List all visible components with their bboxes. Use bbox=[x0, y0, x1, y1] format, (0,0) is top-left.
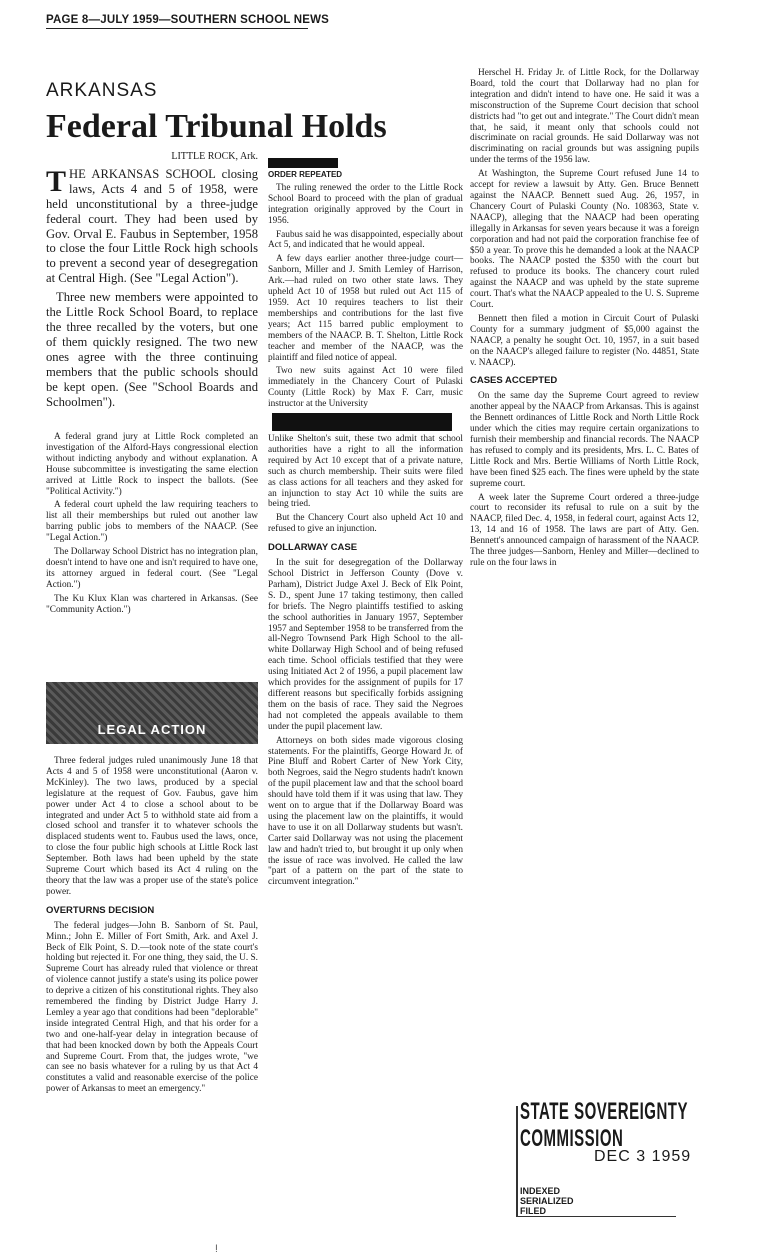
stamp-title: STATE SOVEREIGNTY COMMISSION bbox=[520, 1098, 688, 1153]
body-paragraph: Faubus said he was disappointed, especially about Act 5, and indicated that he would appeal. bbox=[268, 229, 463, 251]
body-paragraph: The ruling renewed the order to the Little Rock School Board to proceed with the plan of gradual integration originally approved by the Court in 1956. bbox=[268, 182, 463, 226]
body-paragraph: Three federal judges ruled unanimously June 18 that Acts 4 and 5 of 1958 were unconstitutional (Aaron v. McKinley). The two laws, produced by a special legislature at the request of Gov. Faubus, gave him power under Act 4 to close a school about to be integrated and under Act 5 to withhold state aid from a closed school and transfer it to whatever schools the displaced students went to. Faubus used the laws, once, to close the four public high schools at Little Rock last September. Both laws had been upheld by the state Supreme Court which based its Act 4 ruling on the theory that the law was a proper use of the state's police power. bbox=[46, 756, 258, 897]
column-two bbox=[268, 158, 463, 891]
stamp-border bbox=[516, 1106, 518, 1216]
body-paragraph: At Washington, the Supreme Court refused June 14 to accept for review a lawsuit by Atty. Gen. Bruce Bennett against the NAACP. Bennett sued Aug. 26, 1957, in Chancery Court of Pulaski County (No. 108363, State v. NAACP), alleging that the NAACP had been operating illegally in Arkansas for seven years because it was a foreign corporation and had not paid the corporation franchise fee of $50 a year. To prove this he demanded a look at the NAACP books. The NAACP posted the $350 with the court but refused to produce its books. The chancery court ruled against the NAACP and was upheld by the state supreme court. That's what the NAACP appealed to the U. S. Supreme Court. bbox=[470, 169, 699, 311]
body-paragraph: Herschel H. Friday Jr. of Little Rock, for the Dollarway Board, told the court that Dollarway had no plan for integration and didn't intend to have one. He said it was a misconstruction of the Supreme Court decision that school districts had "to get out and integrate." The Court didn't mean that, he said, it meant only that schools could not discriminate on racial grounds. He said Dollarway was not discriminating on racial grounds but was assigning pupils under the terms of the 1956 law. bbox=[470, 68, 699, 166]
stamp-lines bbox=[520, 1186, 574, 1216]
stamp-line-indexed: INDEXED bbox=[520, 1186, 561, 1196]
body-paragraph: Two new suits against Act 10 were filed immediately in the Chancery Court of Pulaski County (Little Rock) by Max F. Carr, music instructor at the University bbox=[268, 366, 463, 410]
legal-action-banner bbox=[46, 682, 258, 744]
stamp-rule bbox=[516, 1216, 676, 1217]
column-three bbox=[470, 68, 699, 572]
body-paragraph: In the suit for desegregation of the Dollarway School District in Jefferson County (Dove v. Parham), District Judge Axel J. Beck of Elk Point, S. D., spent June 17 taking testimony, then called for briefs. The Negro plaintiffs testified to asking the school authorities in January 1957, September 1957 and September 1958 to be transferred from the all-Negro Townsend Park High School to the all-white Dollarway High School and of being refused each time. School officials testified that they were using Initiated Act 2 of 1956, a pupil placement law which provides for the assignment of pupils for 17 different reasons but specifically forbids assigning them on the basis of race. They said the Negroes had not completed the appeals available to them under the pupil placement law. bbox=[268, 558, 463, 732]
body-paragraph: A few days earlier another three-judge court—Sanborn, Miller and J. Smith Lemley of Harrison, Ark.—had ruled on two other state laws. They upheld Act 10 of 1958 but ruled out Act 115 of 1959. Act 10 requires teachers to list their memberships and contributions for the last five years; Act 115 barred public employment to members of the NAACP. B. T. Shelton, Little Rock teacher and member of the NAACP, was the plaintiff and filed notice of appeal. bbox=[268, 254, 463, 363]
body-paragraph: But the Chancery Court also upheld Act 10 and refused to give an injunction. bbox=[268, 513, 463, 535]
lead-paragraph: Three new members were appointed to the Little Rock School Board, to replace the three recalled by the voters, but one of them quickly resigned. The two new ones agree with the three continuing members that the public schools should be kept open. (See "School Boards and Schoolmen"). bbox=[46, 290, 258, 409]
page-header: PAGE 8—JULY 1959—SOUTHERN SCHOOL NEWS bbox=[46, 14, 330, 26]
briefs bbox=[46, 432, 258, 619]
redaction-bar bbox=[272, 413, 452, 431]
subhead-overturns: OVERTURNS DECISION bbox=[46, 904, 155, 916]
section-state: ARKANSAS bbox=[46, 80, 158, 101]
sovereignty-commission-stamp bbox=[516, 1098, 716, 1218]
legal-action-column bbox=[46, 756, 258, 1098]
subhead-order-repeated: ORDER REPEATED bbox=[268, 170, 343, 179]
lead-paragraph: THE ARKANSAS SCHOOL closing laws, Acts 4 and 5 of 1958, were held unconstitutional by a three-judge federal court. They had been used by Gov. Orval E. Faubus in September, 1958 to close the four Little Rock high schools to prevent a second year of desegregation at Central High. (See "Legal Action"). bbox=[46, 164, 258, 286]
headline: Federal Tribunal Holds bbox=[46, 108, 387, 145]
body-paragraph: Bennett then filed a motion in Circuit Court of Pulaski County for a summary judgment of $5,000 against the NAACP, a penalty he sought Oct. 10, 1957, in a suit based on the NAACP's alleged failure to register (No. 44851, State v. NAACP). bbox=[470, 313, 699, 368]
redaction-bar bbox=[268, 158, 338, 168]
brief-paragraph: The Ku Klux Klan was chartered in Arkansas. (See "Community Action.") bbox=[46, 593, 258, 615]
body-paragraph: Unlike Shelton's suit, these two admit that school authorities have a right to all the information required by Act 10 except that of a private nature, such as church membership. Their suits were filed as class actions for all teachers and they asked for an injunction to stay Act 10 while the suits are being tried. bbox=[268, 434, 463, 510]
margin-mark: ᴉ bbox=[215, 1242, 218, 1253]
body-paragraph: On the same day the Supreme Court agreed to review another appeal by the NAACP from Arkansas. This is against the Bennett ordinances of Little Rock and North Little Rock under which the cities may require certain organizations to furnish their membership and financial records. The NAACP has refused to comply and its presidents, Mrs. L. C. Bates of Little Rock and Mrs. Bertie Williams of North Little Rock, have been fined $25 each. The fines were upheld by the state supreme court. bbox=[470, 391, 699, 489]
subhead-dollarway: DOLLARWAY CASE bbox=[268, 542, 358, 554]
banner-label: LEGAL ACTION bbox=[97, 722, 207, 737]
stamp-line-serialized: SERIALIZED bbox=[520, 1196, 574, 1206]
brief-paragraph: A federal court upheld the law requiring teachers to list all their memberships but ruled out another law barring public jobs to members of the NAACP. (See "Legal Action.") bbox=[46, 500, 258, 544]
lead-story bbox=[46, 150, 258, 413]
body-paragraph: Attorneys on both sides made vigorous closing statements. For the plaintiffs, George Howard Jr. of Pine Bluff and Robert Carter of New York City, both Negroes, said the Negro students hadn't known of the pupil placement law and that the school board should have told them if it was using that law. They went on to argue that if the Dollarway Board was using the placement law on the plaintiffs, it would have to use it on all Dollarway students but wasn't. Carter said Dollarway was not using the placement law and hadn't tried to, but brought it up only when the issue of race was involved. He called the law "part of a pattern on the part of the state to circumvent integration." bbox=[268, 735, 463, 888]
subhead-cases-accepted: CASES ACCEPTED bbox=[470, 375, 558, 387]
stamp-line-filed: FILED bbox=[520, 1206, 546, 1216]
stamp-date: DEC 3 1959 bbox=[594, 1148, 692, 1165]
body-paragraph: The federal judges—John B. Sanborn of St. Paul, Minn.; John E. Miller of Fort Smith, Ark. and Axel J. Beck of Elk Point, S. D.—took note of the state court's holding but rejected it. For one thing, they said, the U. S. Supreme Court has already ruled that violence or threat of violence cannot justify a state's using its police power to deprive a citizen of his constitutional rights. They also remembered the finding by District Judge Harry J. Lemley a year ago that conditions had been "deplorable" inside integrated Central High, and that his order for a two and one-half-year delay in integration because of that had been knocked down by both the Appeals Court and Supreme Court. From that, the judges wrote, "we can see no basis whatever for a ruling by us that Act 4 constitutes a valid and reasonable exercise of the police power of Arkansas to meet an emergency." bbox=[46, 920, 258, 1095]
brief-paragraph: The Dollarway School District has no integration plan, doesn't intend to have one and isn't required to have one, its attorney argued in federal court. (See "Legal Action.") bbox=[46, 547, 258, 590]
body-paragraph: A week later the Supreme Court ordered a three-judge court to reconsider its refusal to rule on a suit by the NAACP, filed Dec. 4, 1958, in federal court, against Acts 12, 13, 14 and 16 of 1958. The laws are part of Atty. Gen. Bennett's announced campaign of harassment of the NAACP. The three judges—Sanborn, Henley and Miller—declined to rule on the four laws in bbox=[470, 492, 699, 568]
dateline: LITTLE ROCK, Ark. bbox=[171, 151, 258, 162]
drop-cap: T bbox=[46, 164, 67, 198]
brief-paragraph: A federal grand jury at Little Rock completed an investigation of the Alford-Hays congressional election without indicting anybody and without explanation. A House subcommittee is investigating the same election arrived at Little Rock to inspect the ballots. (See "Political Activity.") bbox=[46, 432, 258, 497]
header-rule bbox=[46, 28, 308, 29]
